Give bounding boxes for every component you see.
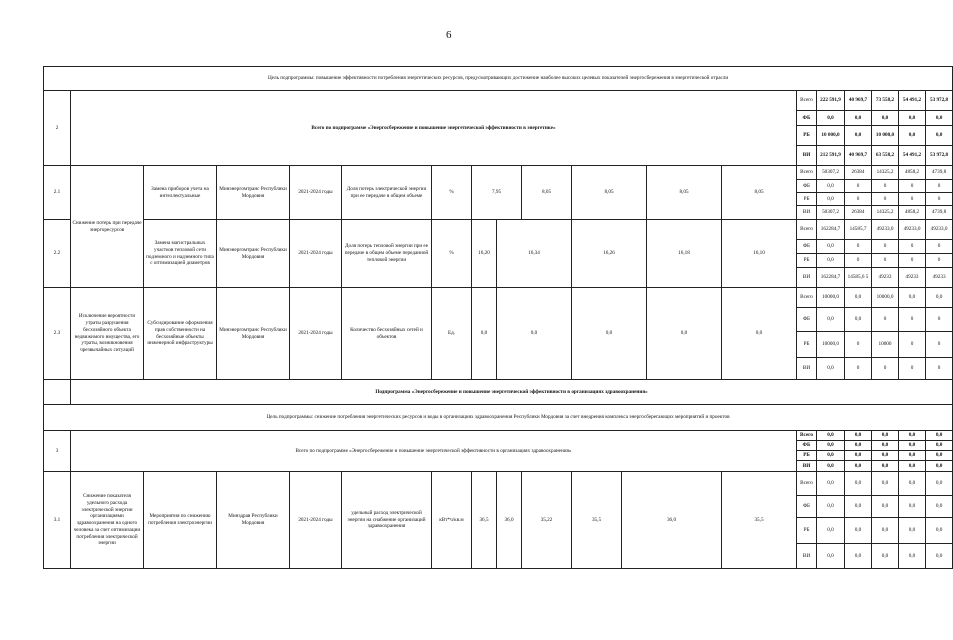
fin-value: 0,0 <box>926 472 953 496</box>
indicator-value: 36,5 <box>472 472 497 569</box>
fin-value: 0,0 <box>899 496 926 518</box>
fin-value: 14585,6 5 <box>845 268 872 288</box>
fin-value: 0 <box>845 358 872 380</box>
fin-value: 0,0 <box>926 441 953 451</box>
task-cell: Снижение потерь при передаче энергоресурсов <box>71 166 144 288</box>
fin-value: 0 <box>845 332 872 358</box>
fin-value: 0 <box>845 254 872 268</box>
row-number: 3 <box>44 431 71 472</box>
row-number: 2.1 <box>44 166 71 220</box>
indicator-value: 36,0 <box>497 472 522 569</box>
fin-value: 63 558,2 <box>872 146 899 166</box>
executor-cell: Минэнергомтранс Республики Мордовия <box>217 166 290 220</box>
fin-value: 0 <box>926 180 953 193</box>
fin-value: 0,0 <box>845 431 872 441</box>
unit-cell: кВт*ч/кв.м <box>432 472 472 569</box>
indicator-value: 16,10 <box>722 220 797 288</box>
fin-value: 0 <box>926 308 953 332</box>
fin-value: 0 <box>899 308 926 332</box>
fin-source: ВИ <box>797 146 817 166</box>
executor-cell: Минэнергомтранс Республики Мордовия <box>217 220 290 288</box>
fin-source: ВИ <box>797 461 817 472</box>
fin-value: 0 <box>872 308 899 332</box>
fin-value: 4739,8 <box>926 166 953 180</box>
indicator-cell: Доля потерь электрической энергии при ее передаче в общем объеме <box>342 166 432 220</box>
indicator-value: 16,26 <box>572 220 647 288</box>
fin-value: 0,0 <box>899 288 926 308</box>
fin-value: 0 <box>872 180 899 193</box>
fin-source: ФБ <box>797 180 817 193</box>
fin-value: 49233 <box>899 268 926 288</box>
measure-cell: Субсидирование оформления прав собственности на бесхозяйные объекты инженерной инфраструктуры <box>144 288 217 380</box>
task-cell: Исключение вероятности утраты разрушения бесхозяйного объекта недвижимого имущества, его утраты, возникновения чрезвычайных ситуаций <box>71 288 144 380</box>
fin-value: 73 558,2 <box>872 91 899 111</box>
fin-value: 0,0 <box>872 472 899 496</box>
fin-value: 0 <box>899 332 926 358</box>
task-cell: Снижение показателя удельного расхода электрической энергии организациями здравоохранения на одного человека за счет оптимизации потребления электрической энергии <box>71 472 144 569</box>
fin-value: 0,0 <box>872 111 899 126</box>
fin-value: 26384 <box>845 206 872 220</box>
fin-value: 0 <box>899 254 926 268</box>
fin-value: 4858,2 <box>899 166 926 180</box>
indicator-value: 16,18 <box>647 220 722 288</box>
fin-value: 0,0 <box>817 544 845 569</box>
fin-value: 4739,8 <box>926 206 953 220</box>
fin-value: 14325,2 <box>872 206 899 220</box>
fin-value: 49233 <box>926 268 953 288</box>
fin-value: 0,0 <box>845 451 872 461</box>
fin-value: 0,0 <box>845 461 872 472</box>
fin-value: 0,0 <box>899 126 926 146</box>
fin-value: 26384 <box>845 166 872 180</box>
subprogram-heading: Подпрограмма «Энергосбережение и повышение энергетической эффективности в организациях здравоохранения» <box>71 380 953 405</box>
fin-value: 0,0 <box>845 544 872 569</box>
fin-value: 10 000,0 <box>817 126 845 146</box>
fin-source: ВИ <box>797 206 817 220</box>
indicator-cell: Доля потерь тепловой энергии при ее передаче в общем объеме переданной тепловой энергии <box>342 220 432 288</box>
subprogram-total-title: Всего по подпрограмме «Энергосбережение и повышение энергетической эффективности в организациях здравоохранения» <box>71 431 797 472</box>
fin-value: 0,0 <box>899 431 926 441</box>
fin-source: ФБ <box>797 441 817 451</box>
fin-value: 0 <box>845 240 872 254</box>
fin-value: 54 491,2 <box>899 146 926 166</box>
indicator-value: 0,0 <box>722 288 797 380</box>
fin-value: 0,0 <box>817 240 845 254</box>
fin-value: 0,0 <box>872 518 899 544</box>
unit-cell: % <box>432 220 472 288</box>
measure-cell: Мероприятия по снижению потребления электроэнергии <box>144 472 217 569</box>
executor-cell: Минздрав Республики Мордовия <box>217 472 290 569</box>
fin-value: 0 <box>899 180 926 193</box>
fin-source: ФБ <box>797 111 817 126</box>
fin-value: 0,0 <box>872 496 899 518</box>
program-table <box>43 66 953 569</box>
goal-row-health: Цель подпрограммы: снижение потребления энергетических ресурсов и воды в организациях здравоохранения Республики Мордовия за счет внедрения комплекса энергосберегающих мероприятий и проектов <box>44 405 953 431</box>
fin-value: 0 <box>872 254 899 268</box>
fin-value: 0,0 <box>817 441 845 451</box>
indicator-value: 0,0 <box>472 288 497 380</box>
fin-value: 0 <box>872 240 899 254</box>
fin-value: 53 972,8 <box>926 146 953 166</box>
fin-value: 0,0 <box>817 472 845 496</box>
fin-source: ВИ <box>797 358 817 380</box>
row-number: 3.1 <box>44 472 71 569</box>
fin-value: 0,0 <box>899 472 926 496</box>
fin-source: Всего <box>797 91 817 111</box>
period-cell: 2021-2024 годы <box>290 220 342 288</box>
period-cell: 2021-2024 годы <box>290 288 342 380</box>
fin-value: 49233,0 <box>872 220 899 240</box>
indicator-value: 16,20 <box>472 220 497 288</box>
fin-value: 0,0 <box>845 111 872 126</box>
fin-value: 0,0 <box>817 193 845 206</box>
fin-value: 0,0 <box>926 451 953 461</box>
executor-cell: Минэнергомтранс Республики Мордовия <box>217 288 290 380</box>
fin-source: Всего <box>797 472 817 496</box>
fin-value: 0,0 <box>845 308 872 332</box>
row-number: 2.2 <box>44 220 71 288</box>
fin-value: 10000,0 <box>817 288 845 308</box>
row-number: 2 <box>44 91 71 166</box>
indicator-value: 35,22 <box>522 472 572 569</box>
fin-source: Всего <box>797 166 817 180</box>
fin-value: 4858,2 <box>899 206 926 220</box>
fin-value: 50307,2 <box>817 166 845 180</box>
fin-value: 0,0 <box>845 496 872 518</box>
fin-value: 0,0 <box>817 358 845 380</box>
fin-source: Всего <box>797 431 817 441</box>
fin-value: 0,0 <box>926 111 953 126</box>
indicator-value: 0,0 <box>497 288 572 380</box>
row-number: 2.3 <box>44 288 71 380</box>
fin-value: 49233,0 <box>926 220 953 240</box>
fin-source: ФБ <box>797 496 817 518</box>
fin-value: 0,0 <box>872 431 899 441</box>
fin-value: 0,0 <box>817 180 845 193</box>
fin-value: 50307,2 <box>817 206 845 220</box>
period-cell: 2021-2024 годы <box>290 166 342 220</box>
fin-value: 49233 <box>872 268 899 288</box>
fin-value: 0,0 <box>926 126 953 146</box>
fin-value: 10 000,0 <box>872 126 899 146</box>
measure-cell: Замена магистральных участков тепловой сети подземного и надземного типа с оптимизацией диаметров <box>144 220 217 288</box>
fin-value: 0,0 <box>926 496 953 518</box>
subprogram-total-title: Всего по подпрограмме «Энергосбережение и повышение энергетической эффективности в энергетике» <box>71 91 797 166</box>
fin-value: 0,0 <box>899 518 926 544</box>
unit-cell: % <box>432 166 472 220</box>
indicator-value: 35,5 <box>572 472 622 569</box>
fin-source: РБ <box>797 332 817 358</box>
fin-value: 0,0 <box>845 126 872 146</box>
fin-source: РБ <box>797 254 817 268</box>
fin-source: Всего <box>797 220 817 240</box>
fin-value: 0,0 <box>817 254 845 268</box>
fin-value: 0,0 <box>926 461 953 472</box>
fin-value: 162284,7 <box>817 220 845 240</box>
fin-value: 54 491,2 <box>899 91 926 111</box>
fin-value: 212 591,9 <box>817 146 845 166</box>
fin-value: 14325,2 <box>872 166 899 180</box>
fin-value: 0,0 <box>817 518 845 544</box>
fin-value: 0,0 <box>845 518 872 544</box>
fin-value: 0,0 <box>845 472 872 496</box>
fin-value: 0,0 <box>926 518 953 544</box>
indicator-value: 0,0 <box>647 288 722 380</box>
fin-value: 0 <box>926 240 953 254</box>
fin-value: 0,0 <box>817 496 845 518</box>
fin-value: 0,0 <box>899 451 926 461</box>
fin-value: 0,0 <box>899 441 926 451</box>
fin-value: 0,0 <box>817 111 845 126</box>
fin-value: 0,0 <box>926 288 953 308</box>
fin-source: ФБ <box>797 240 817 254</box>
indicator-value: 8,05 <box>572 166 647 220</box>
indicator-value: 16,34 <box>497 220 572 288</box>
fin-value: 10000 <box>872 332 899 358</box>
fin-value: 40 969,7 <box>845 146 872 166</box>
fin-value: 0,0 <box>872 451 899 461</box>
fin-value: 0 <box>872 193 899 206</box>
fin-value: 53 972,8 <box>926 91 953 111</box>
empty-cell <box>44 380 71 405</box>
fin-source: ВИ <box>797 544 817 569</box>
fin-value: 0 <box>899 240 926 254</box>
fin-value: 0,0 <box>845 288 872 308</box>
fin-value: 0,0 <box>845 441 872 451</box>
fin-value: 0,0 <box>817 431 845 441</box>
indicator-cell: удельный расход электрической энергии на снабжение организаций здравоохранения <box>342 472 432 569</box>
fin-value: 0,0 <box>817 451 845 461</box>
fin-source: РБ <box>797 518 817 544</box>
fin-source: ВИ <box>797 268 817 288</box>
fin-source: РБ <box>797 193 817 206</box>
indicator-value: 7,95 <box>472 166 522 220</box>
fin-value: 0 <box>845 180 872 193</box>
fin-value: 0,0 <box>899 111 926 126</box>
fin-value: 10000,0 <box>872 288 899 308</box>
indicator-value: 35,5 <box>722 472 797 569</box>
fin-value: 0 <box>926 193 953 206</box>
fin-value: 0 <box>926 358 953 380</box>
fin-value: 0 <box>899 193 926 206</box>
unit-cell: Ед. <box>432 288 472 380</box>
fin-value: 0,0 <box>926 431 953 441</box>
fin-value: 0,0 <box>899 544 926 569</box>
indicator-value: 8,05 <box>647 166 722 220</box>
goal-row-energy: Цель подпрограммы: повышение эффективности потребления энергетических ресурсов, предусматривающих достижение наиболее высоких целевых показателей энергосбережения в энергетической отрасли <box>44 67 953 91</box>
fin-value: 0 <box>926 332 953 358</box>
fin-value: 222 591,9 <box>817 91 845 111</box>
fin-source: ФБ <box>797 308 817 332</box>
fin-value: 40 969,7 <box>845 91 872 111</box>
fin-value: 0,0 <box>872 544 899 569</box>
fin-value: 0 <box>899 358 926 380</box>
indicator-cell: Количество бесхозяйных сетей и объектов <box>342 288 432 380</box>
fin-value: 0,0 <box>872 461 899 472</box>
fin-value: 0 <box>872 358 899 380</box>
indicator-value: 36,0 <box>622 472 722 569</box>
period-cell: 2021-2024 годы <box>290 472 342 569</box>
fin-value: 0,0 <box>817 308 845 332</box>
page-number: 6 <box>446 29 452 41</box>
measure-cell: Замена приборов учета на интеллектуальные <box>144 166 217 220</box>
fin-value: 0 <box>926 254 953 268</box>
fin-source: Всего <box>797 288 817 308</box>
fin-source: РБ <box>797 126 817 146</box>
fin-value: 162284,7 <box>817 268 845 288</box>
indicator-value: 8,05 <box>722 166 797 220</box>
fin-value: 49233,0 <box>899 220 926 240</box>
fin-value: 0 <box>845 193 872 206</box>
fin-value: 14585,7 <box>845 220 872 240</box>
fin-value: 0,0 <box>817 461 845 472</box>
fin-value: 0,0 <box>872 441 899 451</box>
indicator-value: 8,05 <box>522 166 572 220</box>
indicator-value: 0,0 <box>572 288 647 380</box>
fin-value: 0,0 <box>899 461 926 472</box>
fin-source: РБ <box>797 451 817 461</box>
fin-value: 10000,0 <box>817 332 845 358</box>
fin-value: 0,0 <box>926 544 953 569</box>
